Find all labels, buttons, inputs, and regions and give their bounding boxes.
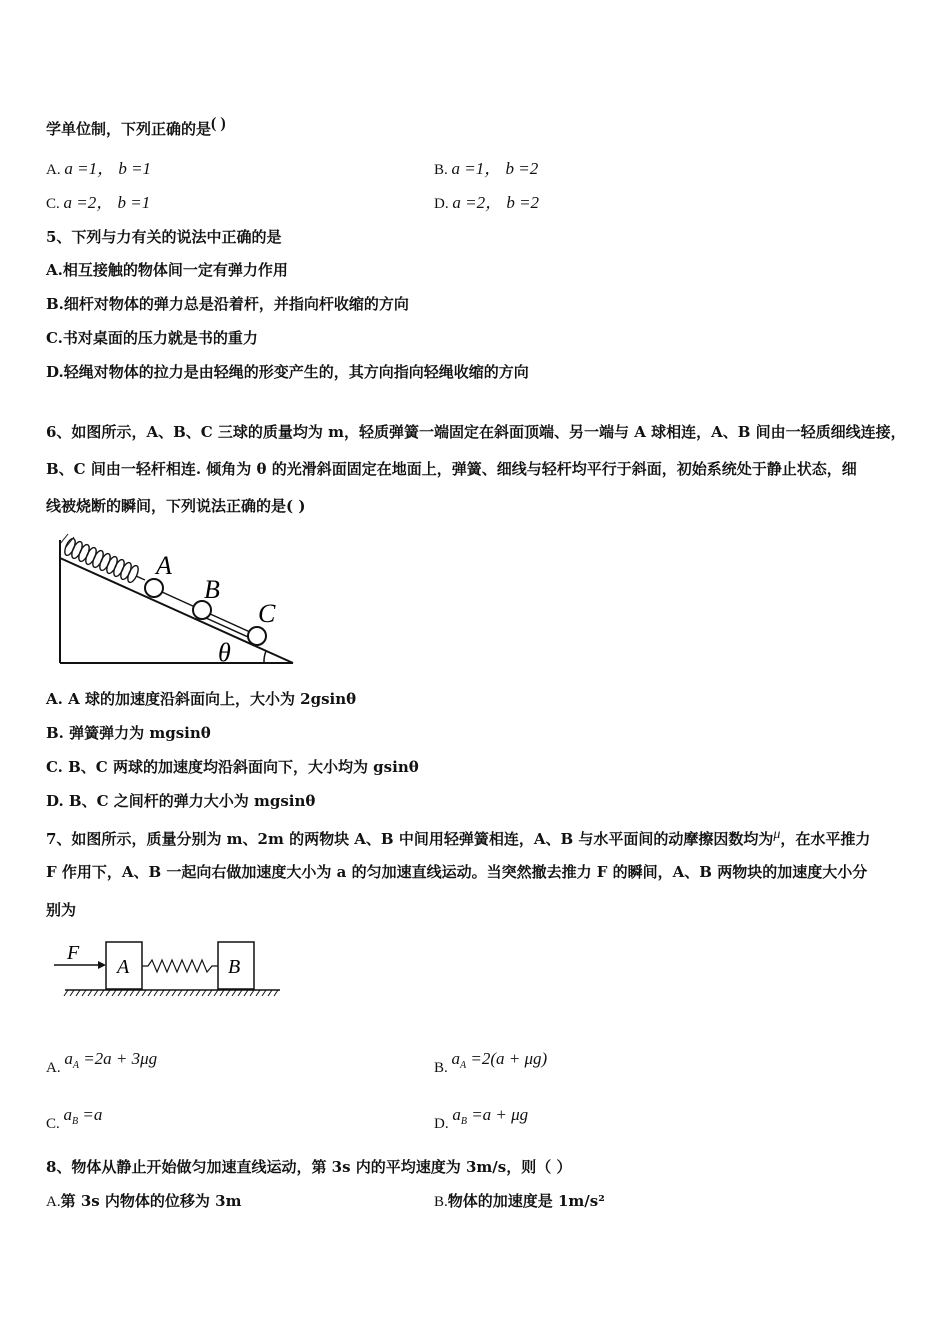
q4-paren: ( ) [211,115,226,132]
q7-option-c-lhs: a [63,1105,73,1124]
q7-stem-line1-text: 7、如图所示，质量分别为 m、2m 的两物块 A、B 中间用轻弹簧相连，A、B 与水平面间的动摩擦因数均为 [46,830,774,848]
q8-stem: 8、物体从静止开始做匀加速直线运动，第 3s 内的平均速度为 3m/s，则（ ） [46,1158,572,1176]
q7-stem-line3: 别为 [46,901,77,919]
q7-stem-line1-tail: ，在水平推力 [780,830,871,848]
q4-stem-tail [46,114,226,139]
q5-option-c[interactable]: C.书对桌面的压力就是书的重力 [46,329,258,347]
q8-option-a[interactable] [46,1191,241,1212]
q7-option-b-sub: A [460,1060,467,1071]
q6-incline-figure [50,530,300,670]
q5-stem: 5、下列与力有关的说法中正确的是 [46,228,282,246]
q7-blocks-figure [50,935,285,1000]
q7-option-a-lhs: a [64,1049,73,1068]
q7-option-b-lhs: a [451,1049,461,1068]
q4-option-c-text: a =2， b =1 [63,193,151,212]
q6-ball-c [248,627,266,645]
q6-stem-line1: 6、如图所示，A、B、C 三球的质量均为 m，轻质弹簧一端固定在斜面顶端、另一端与 A 球相连，A、B 间由一轻质细线连接， [46,423,906,441]
q6-option-a[interactable]: A. A 球的加速度沿斜面向上，大小为 2gsinθ [46,690,357,708]
q7-option-d-sub: B [460,1116,467,1127]
q7-option-d-lhs: a [452,1105,461,1124]
q4-stem-text: 学单位制，下列正确的是 [46,120,212,138]
q8-option-b-label: B. [434,1194,448,1210]
q7-option-a-rhs: =2a + 3μg [78,1049,158,1068]
q4-option-b[interactable] [434,159,538,180]
q7-option-d-label: D. [434,1116,449,1132]
q5-option-a[interactable]: A.相互接触的物体间一定有弹力作用 [46,261,288,279]
q6-label-c: C [258,599,276,628]
q4-option-a-text: a =1， b =1 [64,159,152,178]
q7-option-a-label: A. [46,1060,61,1076]
q7-ground-hatching [64,990,278,996]
q7-option-c[interactable] [46,1102,102,1137]
q6-label-a: A [156,551,172,580]
q6-option-c[interactable]: C. B、C 两球的加速度均沿斜面向下，大小均为 gsinθ [46,758,419,776]
q6-angle-arc [264,651,266,663]
q4-option-d-label: D. [434,196,449,212]
q4-option-d-text: a =2， b =2 [452,193,540,212]
q7-stem-line1 [46,825,870,849]
q8-option-a-text: 第 3s 内物体的位移为 3m [60,1192,242,1210]
q7-option-b-rhs: =2(a + μg) [466,1049,548,1068]
q7-force-arrowhead [98,961,106,969]
q8-option-a-label: A. [46,1194,61,1210]
q4-option-a[interactable] [46,159,151,180]
q6-option-d[interactable]: D. B、C 之间杆的弹力大小为 mgsinθ [46,792,316,810]
q6-option-b[interactable]: B. 弹簧弹力为 mgsinθ [46,724,211,742]
q8-option-b[interactable] [434,1191,605,1212]
q7-spring [142,960,218,972]
q7-label-b: B [228,956,241,978]
q8-option-b-text: 物体的加速度是 1m/s² [447,1192,605,1210]
q6-stem-line2: B、C 间由一轻杆相连. 倾角为 θ 的光滑斜面固定在地面上，弹簧、细线与轻杆均平行于斜面，初始系统处于静止状态，细 [46,460,857,478]
q7-option-c-sub: B [72,1116,79,1127]
q7-option-a-sub: A [72,1060,79,1071]
q4-option-c[interactable] [46,193,150,214]
q6-stem-line3: 线被烧断的瞬间，下列说法正确的是( ) [46,497,306,515]
q7-option-d[interactable] [434,1102,528,1137]
q7-label-f: F [67,942,80,964]
q7-option-a[interactable] [46,1046,157,1081]
q4-option-c-label: C. [46,196,60,212]
q6-thread [162,592,195,607]
q4-option-a-label: A. [46,162,61,178]
q7-option-b[interactable] [434,1046,547,1081]
q4-option-b-text: a =1， b =2 [451,159,539,178]
q6-label-b: B [204,575,220,604]
q6-label-angle: θ [218,638,231,667]
q4-option-b-label: B. [434,162,448,178]
q4-option-d[interactable] [434,193,539,214]
q7-mu-symbol: μ [773,827,781,842]
q7-option-c-rhs: =a [78,1105,103,1124]
q7-option-d-rhs: =a + μg [466,1105,529,1124]
q5-option-b[interactable]: B.细杆对物体的弹力总是沿着杆，并指向杆收缩的方向 [46,295,409,313]
q7-option-b-label: B. [434,1060,448,1076]
q7-stem-line2: F 作用下，A、B 一起向右做加速度大小为 a 的匀加速直线运动。当突然撤去推力 F 的瞬间，A、B 两物块的加速度大小分 [46,863,868,881]
q5-option-d[interactable]: D.轻绳对物体的拉力是由轻绳的形变产生的，其方向指向轻绳收缩的方向 [46,363,529,381]
q7-option-c-label: C. [46,1116,60,1132]
q6-ball-a [145,579,163,597]
q7-label-a: A [117,956,130,978]
